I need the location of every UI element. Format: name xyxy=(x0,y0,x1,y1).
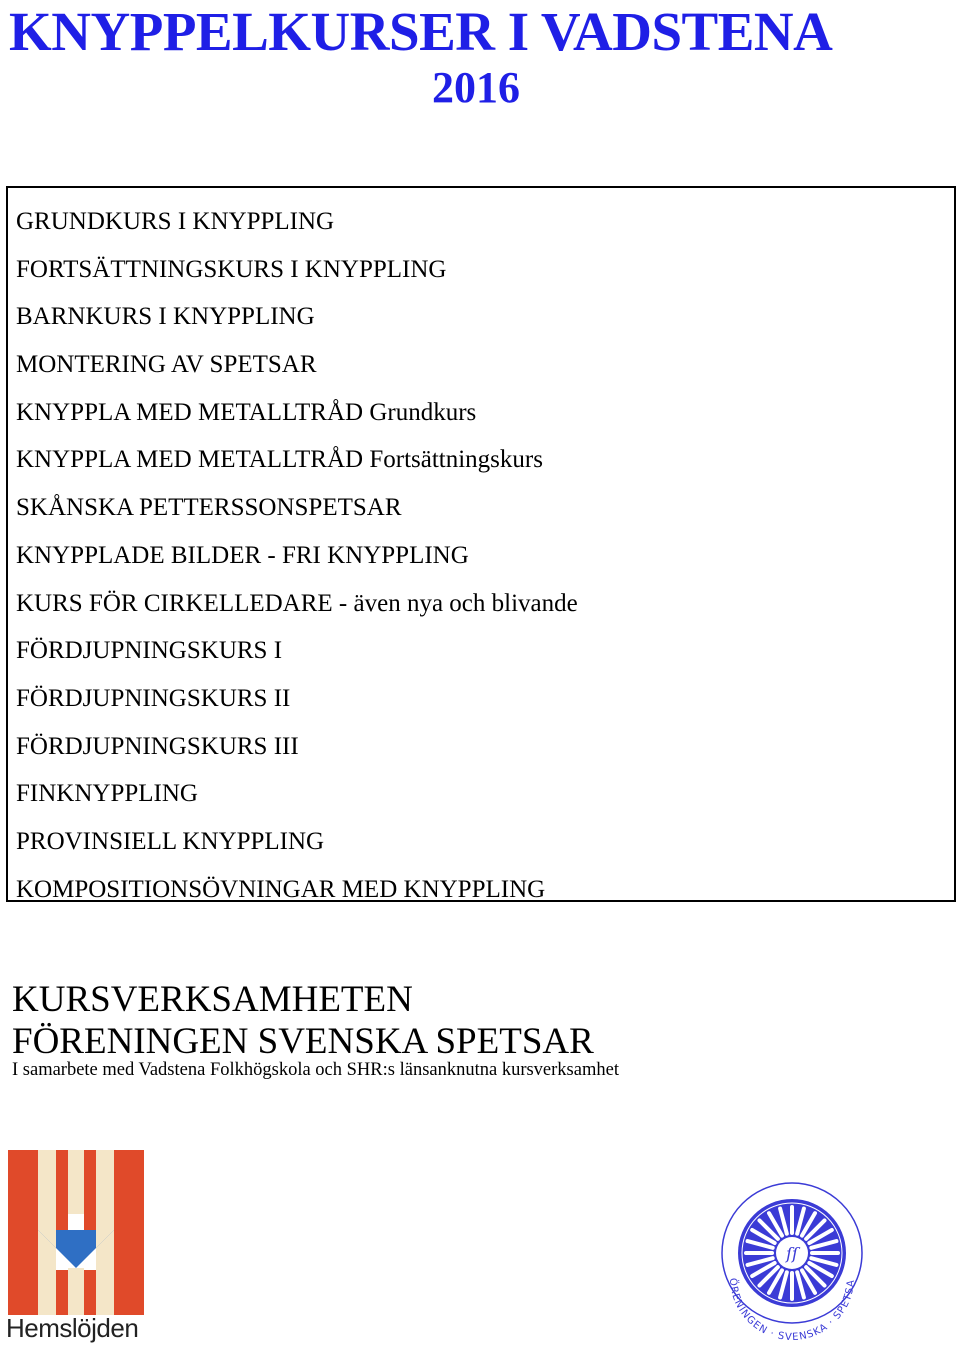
course-list xyxy=(16,198,578,913)
svg-text:ſſ: ſſ xyxy=(786,1244,798,1263)
fss-ring-text: ÖRENINGEN · SVENSKA · SPETSA xyxy=(726,1277,858,1344)
fss-seal-logo xyxy=(712,1150,872,1346)
course-item: BARNKURS I KNYPPLING xyxy=(16,303,315,331)
course-item: KOMPOSITIONSÖVNINGAR MED KNYPPLING xyxy=(16,875,546,903)
organization-name: FÖRENINGEN SVENSKA SPETSAR xyxy=(12,1021,594,1062)
hemslojden-logo xyxy=(6,1150,146,1346)
course-item: FÖRDJUPNINGSKURS II xyxy=(16,684,291,712)
course-list-box xyxy=(6,186,956,902)
course-item: KNYPPLADE BILDER - FRI KNYPPLING xyxy=(16,541,469,569)
page-year: 2016 xyxy=(432,63,520,112)
course-item: KNYPPLA MED METALLTRÅD Fortsättningskurs xyxy=(16,446,543,474)
course-item: GRUNDKURS I KNYPPLING xyxy=(16,208,335,235)
page-title: KNYPPELKURSER I VADSTENA xyxy=(9,1,833,62)
course-item: KURS FÖR CIRKELLEDARE - även nya och blivande xyxy=(16,589,578,617)
course-item: KNYPPLA MED METALLTRÅD Grundkurs xyxy=(16,398,477,426)
course-item: FÖRDJUPNINGSKURS I xyxy=(16,637,283,665)
hemslojden-icon xyxy=(6,1150,146,1315)
organizer-heading: KURSVERKSAMHETEN xyxy=(12,979,413,1020)
course-item: FORTSÄTTNINGSKURS I KNYPPLING xyxy=(16,255,447,283)
cooperation-note: I samarbete med Vadstena Folkhögskola och SHR:s länsanknutna kursverksamhet xyxy=(12,1060,619,1080)
course-item: FÖRDJUPNINGSKURS III xyxy=(16,732,299,760)
fss-seal-icon xyxy=(712,1150,872,1346)
hemslojden-wordmark: Hemslöjden xyxy=(6,1313,139,1343)
course-item: FINKNYPPLING xyxy=(16,780,198,808)
course-item: MONTERING AV SPETSAR xyxy=(16,351,317,379)
course-item: SKÅNSKA PETTERSSONSPETSAR xyxy=(16,494,402,522)
course-item: PROVINSIELL KNYPPLING xyxy=(16,827,325,855)
